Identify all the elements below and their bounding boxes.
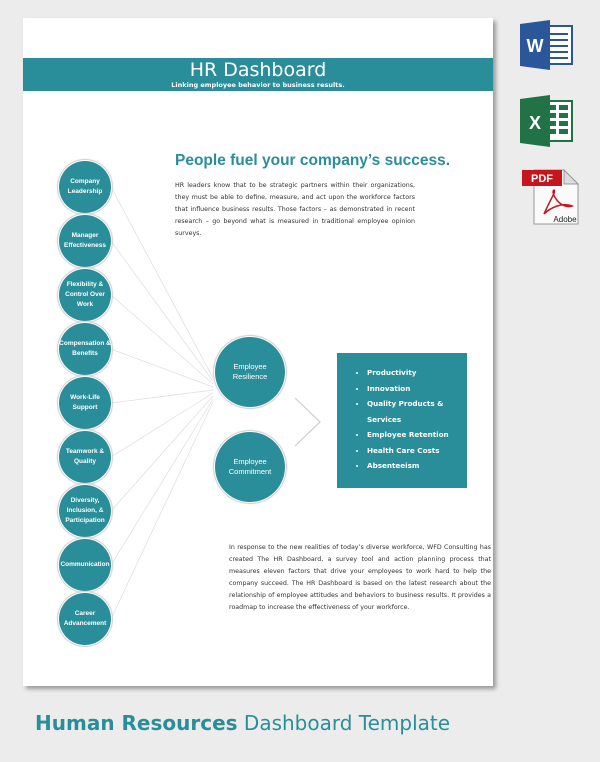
- closing-paragraph: In response to the new realities of today’s diverse workforce, WFD Consulting has created The HR Dashboard, a survey tool and action planning process that measures eleven factors that drive your employees to work hard to help the company succeed. The HR Dashboard is based on the latest research about the relationship of employee attitudes and behaviors to business results. It provides a roadmap to increase the effectiveness of your workforce.: [229, 544, 491, 611]
- connector-line: [111, 396, 213, 511]
- connector-line: [111, 399, 213, 565]
- connector-line: [111, 295, 213, 384]
- factor-circle: Compensation & Benefits: [59, 323, 111, 375]
- factor-circle: Career Advancement: [59, 593, 111, 645]
- result-item: • Quality Products & Services: [367, 396, 467, 427]
- circle-employee-resilience: Employee Resilience: [215, 337, 285, 407]
- footer-bold: Human Resources: [35, 711, 238, 735]
- document-page: [23, 18, 493, 686]
- connector-line: [111, 187, 213, 378]
- headline: People fuel your company’s success.: [175, 152, 451, 169]
- word-icon[interactable]: [520, 20, 576, 70]
- pdf-icon[interactable]: [522, 166, 580, 226]
- footer-title: [35, 711, 450, 735]
- result-item: • Innovation: [367, 381, 467, 397]
- circle-employee-commitment: Employee Commitment: [215, 432, 285, 502]
- factor-circle: Company Leadership: [59, 161, 111, 213]
- connector-line: [111, 349, 213, 387]
- connector-line: [111, 402, 213, 619]
- connector-line: [111, 390, 213, 403]
- banner-title: HR Dashboard: [189, 59, 327, 81]
- factor-circle: Manager Effectiveness: [59, 215, 111, 267]
- result-item: • Productivity: [367, 365, 467, 381]
- factor-circle: Flexibility & Control Over Work: [59, 269, 111, 321]
- factor-circle: Diversity, Inclusion, & Participation: [59, 485, 111, 537]
- factor-circle: Teamwork & Quality: [59, 431, 111, 483]
- connector-line: [111, 393, 213, 457]
- factor-circle: Work-Life Support: [59, 377, 111, 429]
- arrow-chevron: [295, 398, 320, 446]
- results-box: [337, 353, 467, 488]
- intro-paragraph: HR leaders know that to be strategic partners within their organizations, they must be able to define, measure, and act upon the workforce factors that influence business results. Those factors – as demonstrated in recent research – go beyond what is measured in traditional employee opinion surveys.: [175, 182, 415, 237]
- svg-text:PDF: PDF: [531, 173, 553, 185]
- connector-line: [111, 241, 213, 381]
- result-item: • Employee Retention: [367, 427, 467, 443]
- factor-circle: Communication: [59, 539, 111, 591]
- svg-text:X: X: [528, 113, 542, 133]
- footer-rest: Dashboard Template: [237, 711, 451, 735]
- result-item: • Health Care Costs: [367, 443, 467, 459]
- excel-icon[interactable]: [520, 95, 576, 147]
- banner-subtitle: Linking employee behavior to business results.: [171, 81, 345, 89]
- svg-text:Adobe: Adobe: [553, 215, 577, 224]
- svg-text:W: W: [526, 36, 544, 56]
- result-item: • Absenteeism: [367, 458, 467, 474]
